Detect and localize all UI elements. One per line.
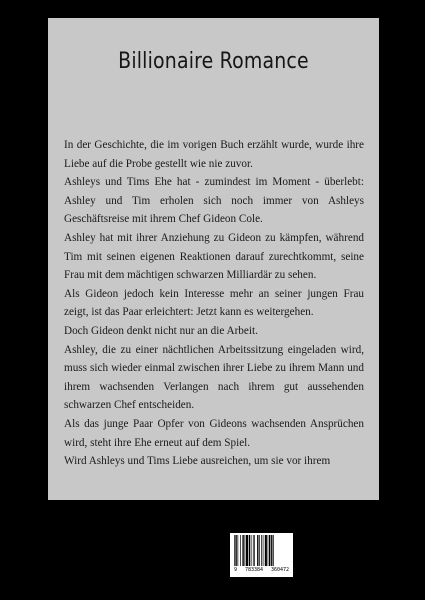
barcode-bar — [249, 535, 250, 566]
blurb-text — [64, 136, 364, 471]
barcode-bar — [245, 535, 246, 566]
isbn-digit-group: 360472 — [270, 567, 290, 573]
barcode-bar — [253, 535, 254, 566]
barcode-bar — [246, 535, 248, 566]
barcode-bar — [234, 535, 235, 566]
barcode-bar — [251, 535, 252, 566]
blurb-paragraph: Ashley hat mit ihrer Anziehung zu Gideon zu kämpfen, während Tim mit seinen eigenen Reaktionen darauf zurechtkommt, seine Frau mit dem mächtigen schwarzen Milliardär zu sehen. — [64, 231, 364, 282]
blurb-paragraph: In der Geschichte, die im vorigen Buch erzählt wurde, wurde ihre Liebe auf die Probe gestellt wie nie zuvor. — [64, 139, 364, 170]
barcode-bar — [254, 535, 255, 566]
barcode-bar — [242, 535, 243, 566]
blurb-paragraph: Ashley, die zu einer nächtlichen Arbeitssitzung eingeladen wird, muss sich wieder einmal zwischen ihrer Liebe zu ihrem Mann und ihrem wachsenden Verlangen nach ihrem gut aussehenden schwarzen Chef entscheiden. — [64, 343, 364, 412]
blurb-paragraph: Wird Ashleys und Tims Liebe ausreichen, um sie vor ihrem — [64, 455, 331, 468]
isbn-number — [230, 567, 293, 573]
isbn-digit-group: 783384 — [244, 567, 263, 573]
barcode-bar — [240, 535, 241, 566]
barcode-bar — [257, 535, 258, 566]
barcode-bar — [238, 535, 239, 566]
book-title: Billionaire Romance — [118, 49, 309, 74]
barcode-bar — [268, 535, 269, 566]
barcode-bar — [265, 535, 267, 566]
blurb-paragraph: Als das junge Paar Opfer von Gideons wachsenden Ansprüchen wird, steht ihre Ehe erneut auf dem Spiel. — [64, 417, 364, 449]
barcode-bar — [235, 535, 236, 566]
blurb-panel — [48, 18, 379, 500]
barcode-bars — [234, 535, 289, 567]
barcode-bar — [261, 535, 262, 566]
isbn-digit-group: 9 — [233, 567, 237, 573]
barcode-bar — [271, 535, 272, 566]
blurb-paragraph: Doch Gideon denkt nicht nur an die Arbeit. — [64, 324, 258, 337]
isbn-barcode — [230, 533, 293, 577]
barcode-bar — [263, 535, 264, 566]
barcode-bar — [259, 535, 260, 566]
blurb-paragraph: Als Gideon jedoch kein Interesse mehr an seiner jungen Frau zeigt, ist das Paar erleichtert: Jetzt kann es weitergehen. — [64, 287, 364, 319]
blurb-paragraph: Ashleys und Tims Ehe hat - zumindest im Moment - überlebt: Ashley und Tim erholen sich noch immer von Ashleys Geschäftsreise mit ihrem Chef Gideon Cole. — [64, 176, 364, 226]
barcode-bar — [269, 535, 270, 566]
barcode-bar — [273, 535, 274, 566]
